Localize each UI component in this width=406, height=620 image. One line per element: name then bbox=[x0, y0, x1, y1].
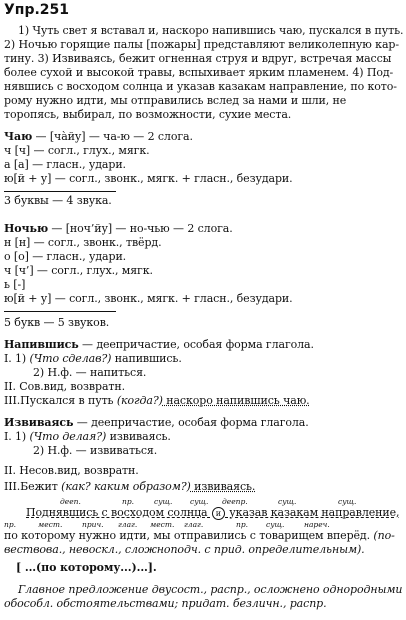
chayu-row-3: ю[й + у] — согл., звонк., мягк. + гласн., безудари. bbox=[4, 172, 293, 185]
text-line-5: нявшись с восходом солнца и указав казакам направление, по кото- bbox=[4, 80, 397, 93]
pos-tag: сущ. bbox=[190, 497, 209, 506]
pos-tag: мест. bbox=[150, 520, 175, 529]
napivshis-line-4 bbox=[4, 394, 310, 407]
napivshis-line-2: 2) Н.ф. — напиться. bbox=[33, 366, 147, 379]
pos-tag: сущ. bbox=[154, 497, 173, 506]
parse-line-1b: указав казакам направление, bbox=[225, 506, 400, 519]
conjunction-circle: и bbox=[212, 507, 225, 520]
exercise-title: Упр.251 bbox=[4, 2, 70, 18]
divider bbox=[4, 311, 116, 312]
sentence-scheme: [ ...(по которому...)...]. bbox=[16, 561, 157, 574]
napivshis-heading bbox=[4, 338, 314, 351]
pos-tag: пр. bbox=[4, 520, 17, 529]
parse-line-2a: по которому нужно идти, мы отправились с товарищем вперёд. bbox=[4, 529, 371, 542]
napivshis-line-3: II. Сов.вид, возвратн. bbox=[4, 380, 126, 393]
izvivayas-heading bbox=[4, 416, 309, 429]
napivshis-desc: — деепричастие, особая форма глагола. bbox=[78, 338, 314, 351]
napivshis-l4-post: наскоро напившись чаю. bbox=[162, 394, 310, 407]
pos-tag: глаг. bbox=[118, 520, 138, 529]
chayu-summary: 3 буквы — 4 звука. bbox=[4, 194, 112, 207]
pos-tag: сущ. bbox=[278, 497, 297, 506]
nochyu-heading bbox=[4, 222, 233, 235]
chayu-row-2: а [а] — гласн., удари. bbox=[4, 158, 126, 171]
text-line-3: тину. 3) Извиваясь, бежит огненная струя и вдруг, встречая массы bbox=[4, 52, 392, 65]
pos-tag: деепр. bbox=[222, 497, 248, 506]
nochyu-row-1: н [н] — согл., звонк., твёрд. bbox=[4, 236, 162, 249]
nochyu-row-4: ь [-] bbox=[4, 278, 26, 291]
pos-tag: мест. bbox=[38, 520, 63, 529]
nochyu-word: Ночью bbox=[4, 222, 49, 235]
parse-line-1 bbox=[26, 506, 399, 520]
text-line-4: более сухой и высокой травы, вспыхивает ярким пламенем. 4) Под- bbox=[4, 66, 394, 79]
parse-line-2 bbox=[4, 529, 395, 542]
napivshis-word: Напившись bbox=[4, 338, 79, 351]
napivshis-l1-pre: I. 1) bbox=[4, 352, 30, 365]
chayu-word: Чаю bbox=[4, 130, 33, 143]
nochyu-row-5: ю[й + у] — согл., звонк., мягк. + гласн., безудари. bbox=[4, 292, 293, 305]
parse-line-2b: (по- bbox=[373, 529, 395, 542]
pos-tag: нареч. bbox=[304, 520, 330, 529]
pos-tag: прич. bbox=[82, 520, 104, 529]
izvivayas-l4-question: (как? каким образом?) bbox=[61, 480, 191, 493]
text-line-2: 2) Ночью горящие палы [пожары] представляют великолепную кар- bbox=[4, 38, 399, 51]
izvivayas-l4-post: извиваясь. bbox=[190, 480, 256, 493]
pos-tag: глаг. bbox=[184, 520, 204, 529]
divider bbox=[4, 191, 116, 192]
pos-tag: дееп. bbox=[60, 497, 81, 506]
izvivayas-desc: — деепричастие, особая форма глагола. bbox=[73, 416, 309, 429]
izvivayas-line-1 bbox=[4, 430, 171, 443]
pos-tag: сущ. bbox=[338, 497, 357, 506]
napivshis-l4-pre: III.Пускался в путь bbox=[4, 394, 117, 407]
nochyu-summary: 5 букв — 5 звуков. bbox=[4, 316, 110, 329]
pos-tag: пр. bbox=[122, 497, 135, 506]
napivshis-l1-post: напившись. bbox=[111, 352, 182, 365]
napivshis-l1-question: (Что сделав?) bbox=[29, 352, 112, 365]
izvivayas-line-3: II. Несов.вид, возвратн. bbox=[4, 464, 139, 477]
conclusion-line-2: обособл. обстоятельствами; придат. безличн., распр. bbox=[4, 597, 327, 610]
text-line-1: 1) Чуть свет я вставал и, наскоро напившись чаю, пускался в путь. bbox=[18, 24, 404, 37]
nochyu-transcription: — [ноч’йу] — но-чью — 2 слога. bbox=[48, 222, 233, 235]
izvivayas-word: Извиваясь bbox=[4, 416, 74, 429]
izvivayas-line-2: 2) Н.ф. — извиваться. bbox=[33, 444, 158, 457]
parse-line-3: вествова., невоскл., сложноподч. с прид. определительным). bbox=[4, 543, 365, 556]
pos-tag: пр. bbox=[236, 520, 249, 529]
izvivayas-l4-pre: III.Бежит bbox=[4, 480, 62, 493]
pos-tag: сущ. bbox=[266, 520, 285, 529]
nochyu-row-3: ч [ч’] — согл., глух., мягк. bbox=[4, 264, 153, 277]
izvivayas-l1-post: извиваясь. bbox=[106, 430, 171, 443]
chayu-transcription: — [ча̀йу] — ча-ю — 2 слога. bbox=[32, 130, 193, 143]
napivshis-l4-question: (когда?) bbox=[116, 394, 163, 407]
izvivayas-l1-question: (Что делая?) bbox=[29, 430, 107, 443]
parse-line-1a: Поднявшись с восходом солнца bbox=[26, 506, 211, 519]
napivshis-line-1 bbox=[4, 352, 182, 365]
conclusion-line-1: Главное предложение двусост., распр., осложнено однородными bbox=[18, 583, 403, 596]
izvivayas-l1-pre: I. 1) bbox=[4, 430, 30, 443]
chayu-heading bbox=[4, 130, 193, 143]
chayu-row-1: ч [ч] — согл., глух., мягк. bbox=[4, 144, 150, 157]
text-line-7: торопясь, выбирал, по возможности, сухие места. bbox=[4, 108, 292, 121]
izvivayas-line-4 bbox=[4, 480, 255, 493]
text-line-6: рому нужно идти, мы отправились вслед за нами и шли, не bbox=[4, 94, 347, 107]
nochyu-row-2: о [о] — гласн., удари. bbox=[4, 250, 127, 263]
